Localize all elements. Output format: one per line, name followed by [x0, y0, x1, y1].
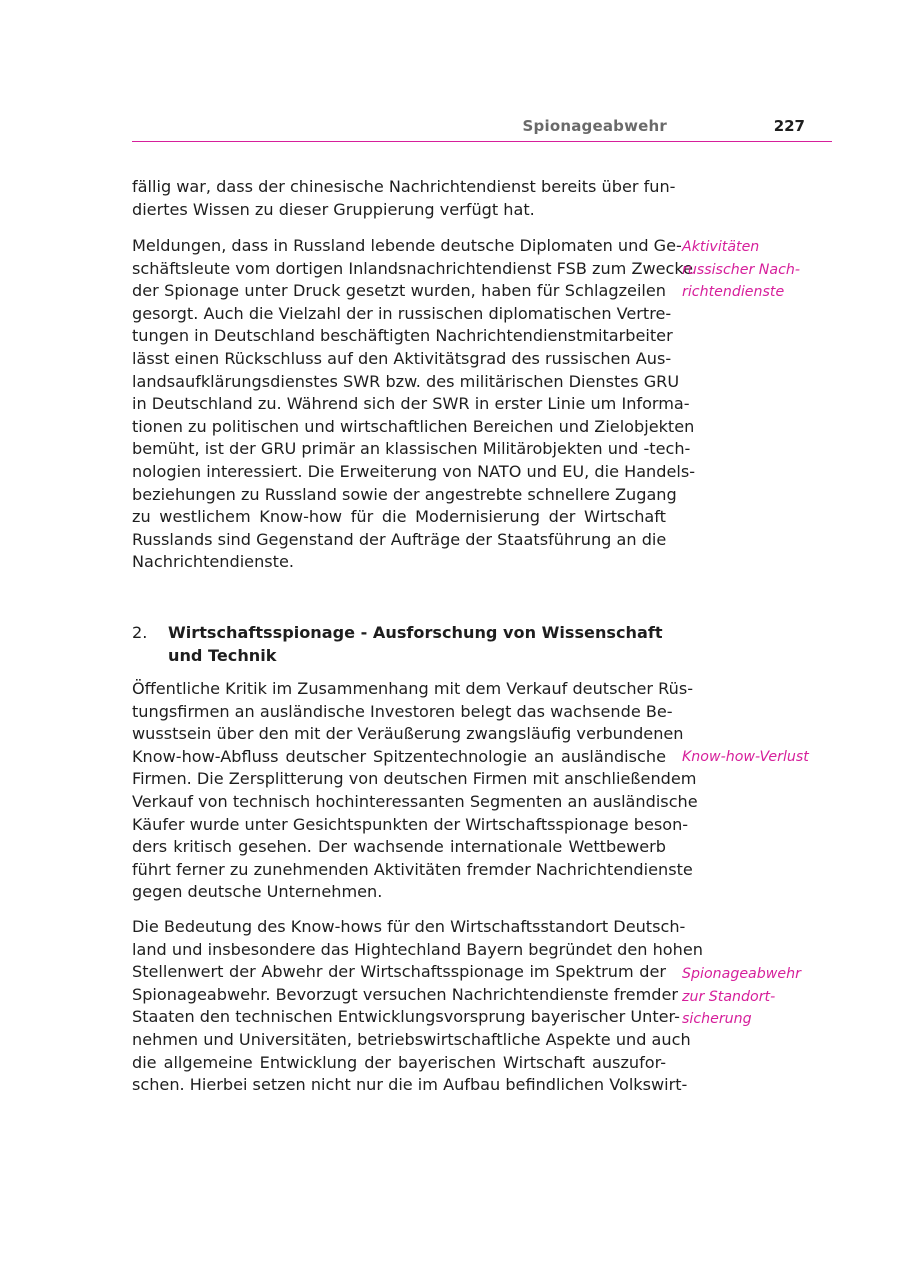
text-line: tionen zu politischen und wirtschaftlichen Bereichen und Zielobjekten [132, 416, 695, 436]
text-line: Nachrichtendienste. [132, 552, 294, 572]
section-number: 2. [132, 623, 148, 642]
text-line: gesorgt. Auch die Vielzahl der in russischen diplomatischen Vertre- [132, 303, 672, 323]
text-line: beziehungen zu Russland sowie der angestrebte schnellere Zugang [132, 484, 677, 504]
text-line: diertes Wissen zu dieser Gruppierung verfügt hat. [132, 199, 535, 219]
margin-note-location-security [682, 963, 822, 1031]
text-line: in Deutschland zu. Während sich der SWR in erster Linie um Informa- [132, 394, 690, 414]
text-line: land und insbesondere das Hightechland Bayern begründet den hohen [132, 939, 703, 959]
text-line: Firmen. Die Zersplitterung von deutschen Firmen mit anschließendem [132, 769, 697, 789]
text-line: Spionageabwehr. Bevorzugt versuchen Nachrichtendienste fremder [132, 984, 678, 1004]
text-line: nehmen und Universitäten, betriebswirtschaftliche Aspekte und auch [132, 1029, 691, 1049]
text-line: zu westlichem Know-how für die Modernisierung der Wirtschaft [132, 507, 666, 527]
text-line: lässt einen Rückschluss auf den Aktivitätsgrad des russischen Aus- [132, 348, 672, 368]
text-line: Die Bedeutung des Know-hows für den Wirtschaftsstandort Deutsch- [132, 917, 686, 936]
margin-note-line: russischer Nach- [682, 261, 801, 278]
paragraph-location-security [132, 916, 703, 1097]
text-line: Russlands sind Gegenstand der Aufträge der Staatsführung an die [132, 529, 667, 549]
text-line: bemüht, ist der GRU primär an klassischen Militärobjekten und -tech- [132, 439, 691, 459]
text-line: landsaufklärungsdienstes SWR bzw. des militärischen Dienstes GRU [132, 371, 680, 391]
text-line: Staaten den technischen Entwicklungsvorsprung bayerischer Unter- [132, 1007, 680, 1027]
paragraph-know-how-loss [132, 678, 698, 904]
margin-note-line: Know-how-Verlust [682, 749, 809, 765]
section-title [168, 622, 666, 667]
margin-note-line: richtendienste [682, 284, 785, 301]
text-line: wusstsein über den mit der Veräußerung zwangsläufig verbundenen [132, 724, 684, 744]
text-line: die allgemeine Entwicklung der bayerischen Wirtschaft auszufor- [132, 1052, 666, 1072]
text-line: nologien interessiert. Die Erweiterung von NATO und EU, die Handels- [132, 461, 696, 481]
margin-note-line: sicherung [682, 1011, 752, 1028]
page-number: 227 [773, 117, 805, 135]
margin-note-line: zur Standort- [682, 988, 776, 1005]
text-line: schen. Hierbei setzen nicht nur die im Aufbau befindlichen Volkswirt- [132, 1075, 688, 1095]
text-line: fällig war, dass der chinesische Nachrichtendienst bereits über fun- [132, 177, 676, 196]
running-head-title: Spionageabwehr [522, 117, 667, 135]
text-line: ders kritisch gesehen. Der wachsende internationale Wettbewerb [132, 837, 666, 857]
text-line: Öffentliche Kritik im Zusammenhang mit dem Verkauf deutscher Rüs- [132, 679, 694, 698]
text-line: gegen deutsche Unternehmen. [132, 882, 383, 902]
text-line: Verkauf von technisch hochinteressanten Segmenten an ausländische [132, 791, 698, 811]
text-line: tungen in Deutschland beschäftigten Nachrichtendienstmitarbeiter [132, 326, 673, 346]
margin-note-russian-activities [682, 236, 822, 304]
page-header [132, 112, 832, 142]
paragraph-russian-services [132, 235, 696, 574]
text-line: tungsfirmen an ausländische Investoren belegt das wachsende Be- [132, 701, 673, 721]
margin-note-line: Aktivitäten [682, 239, 760, 255]
text-line: Meldungen, dass in Russland lebende deutsche Diplomaten und Ge- [132, 236, 682, 255]
paragraph-continuation [132, 176, 676, 221]
text-line: führt ferner zu zunehmenden Aktivitäten fremder Nachrichtendienste [132, 859, 693, 879]
margin-note-know-how-loss [682, 746, 822, 769]
header-rule [132, 141, 832, 142]
text-line: Know-how-Abfluss deutscher Spitzentechnologie an ausländische [132, 746, 666, 766]
text-line: schäftsleute vom dortigen Inlandsnachrichtendienst FSB zum Zwecke [132, 258, 694, 278]
section-title-line: Wirtschaftsspionage - Ausforschung von Wissenschaft [168, 623, 663, 642]
text-line: Käufer wurde unter Gesichtspunkten der Wirtschaftsspionage beson- [132, 814, 689, 834]
section-title-line: und Technik [168, 645, 277, 665]
text-line: Stellenwert der Abwehr der Wirtschaftsspionage im Spektrum der [132, 962, 666, 982]
text-line: der Spionage unter Druck gesetzt wurden, haben für Schlagzeilen [132, 281, 666, 301]
margin-note-line: Spionageabwehr [682, 966, 801, 982]
